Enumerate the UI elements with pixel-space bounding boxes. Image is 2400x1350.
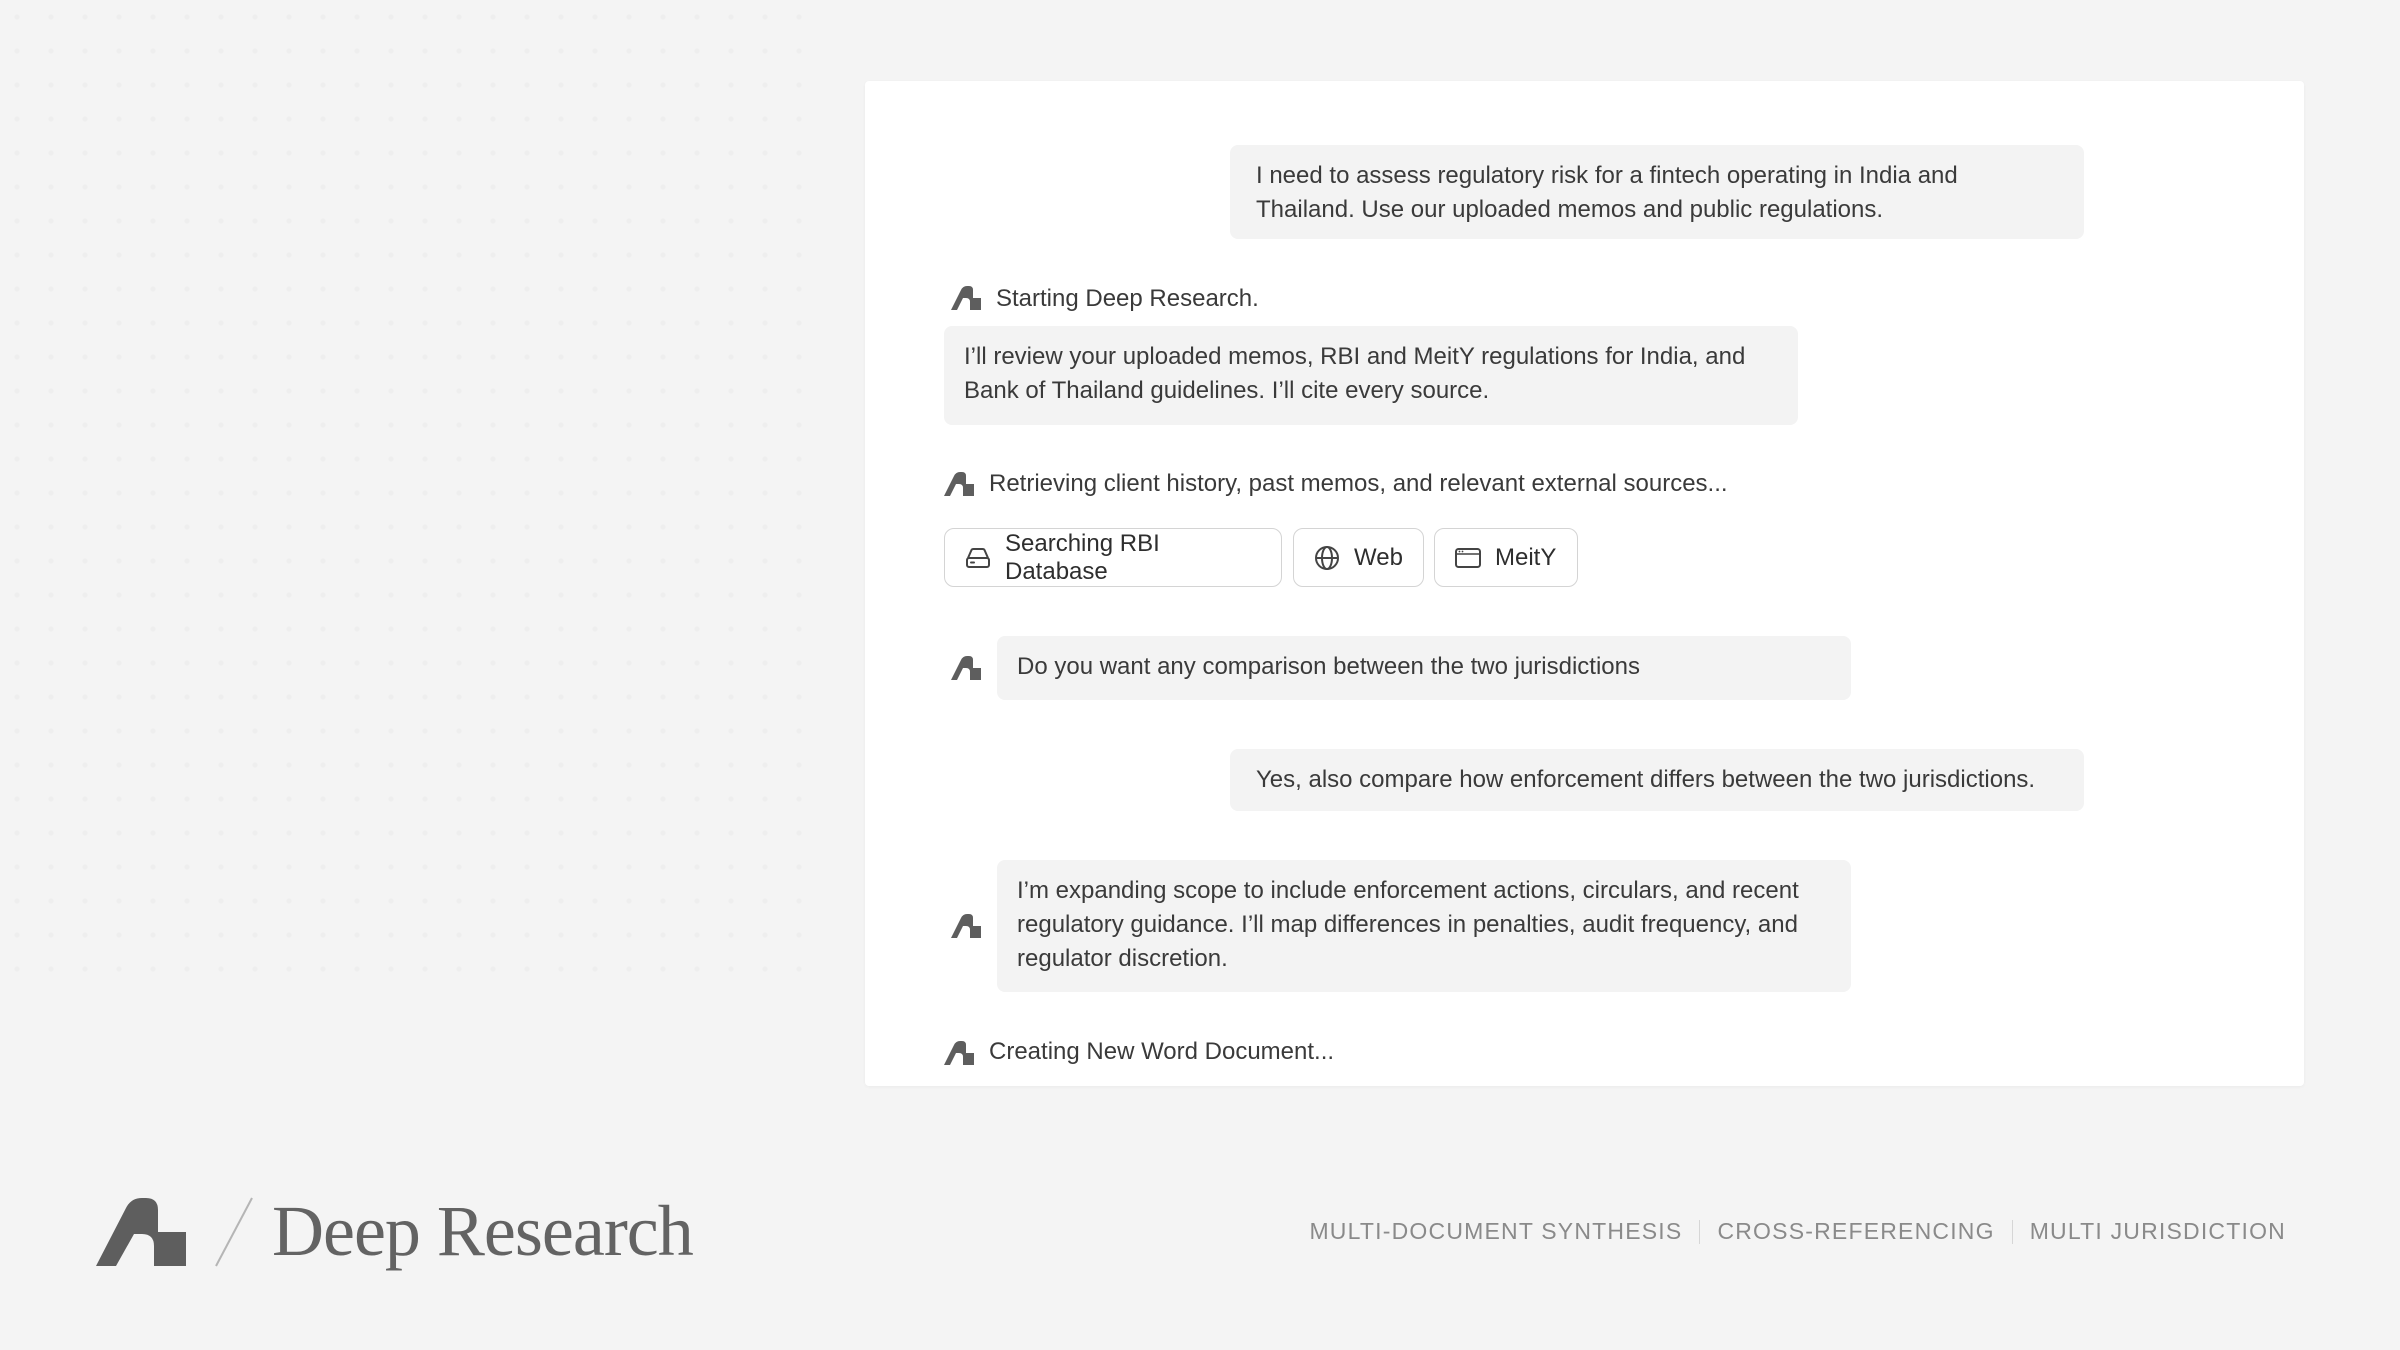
source-chip-meity[interactable] — [1434, 528, 1578, 587]
source-chip-web[interactable] — [1293, 528, 1424, 587]
feature-item: MULTI-DOCUMENT SYNTHESIS — [1309, 1218, 1683, 1244]
brand-title: Deep Research — [272, 1191, 693, 1271]
assistant-logo-icon — [944, 472, 974, 496]
source-chip-label: Web — [1354, 543, 1403, 571]
feature-separator — [1699, 1220, 1700, 1244]
background-pattern — [0, 0, 820, 1000]
feature-list — [1309, 1218, 2286, 1245]
database-icon — [963, 543, 993, 573]
assistant-logo-icon — [951, 656, 981, 680]
user-message: Yes, also compare how enforcement differs between the two jurisdictions. — [1230, 749, 2084, 811]
assistant-message: I’m expanding scope to include enforcement actions, circulars, and recent regulatory guidance. I’ll map differences in penalties, audit frequency, and regulator discretion. — [997, 860, 1851, 992]
source-chip-label: Searching RBI Database — [1005, 529, 1160, 585]
globe-icon — [1312, 543, 1342, 573]
brand-logo-icon — [96, 1198, 186, 1266]
assistant-logo-icon — [944, 1041, 974, 1065]
feature-item: MULTI JURISDICTION — [2029, 1218, 2286, 1244]
status-starting: Starting Deep Research. — [996, 285, 1259, 312]
user-message: I need to assess regulatory risk for a fintech operating in India and Thailand. Use our uploaded memos and public regulations. — [1230, 145, 2084, 239]
assistant-logo-icon — [951, 914, 981, 938]
browser-window-icon — [1453, 543, 1483, 573]
assistant-message: I’ll review your uploaded memos, RBI and MeitY regulations for India, and Bank of Thailand guidelines. I’ll cite every source. — [944, 326, 1798, 425]
assistant-logo-icon — [951, 286, 981, 310]
status-retrieving: Retrieving client history, past memos, and relevant external sources... — [989, 470, 1728, 497]
brand-divider-slash — [212, 1196, 256, 1268]
assistant-question: Do you want any comparison between the two jurisdictions — [997, 636, 1851, 700]
status-creating: Creating New Word Document... — [989, 1038, 1335, 1065]
feature-separator — [2012, 1220, 2013, 1244]
source-chip-rbi-database[interactable] — [944, 528, 1282, 587]
feature-item: CROSS-REFERENCING — [1717, 1218, 1995, 1244]
source-chip-label: MeitY — [1495, 543, 1557, 571]
